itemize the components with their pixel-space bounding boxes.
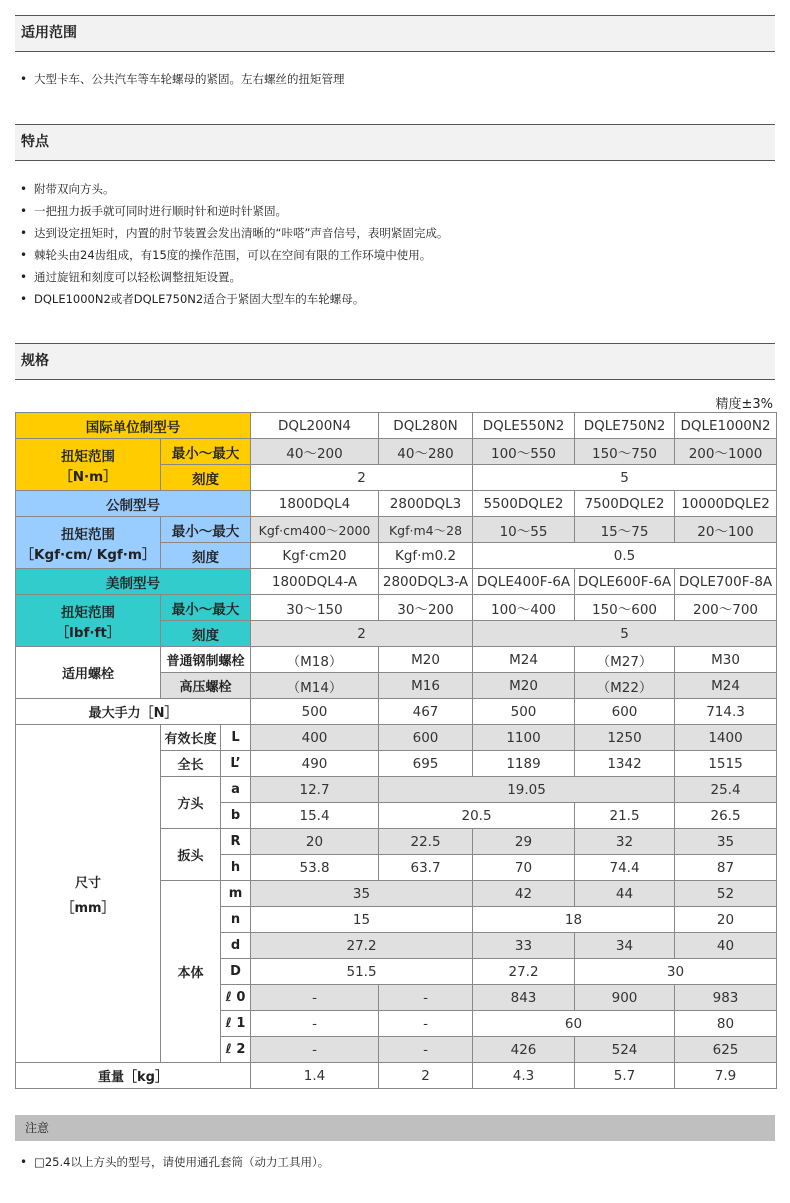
table-cell: 200～700 [675, 595, 777, 621]
max-force-header: 最大手力［N］ [16, 699, 251, 725]
features-list [20, 178, 448, 310]
table-cell: 10～55 [473, 517, 575, 543]
table-cell: 600 [575, 699, 675, 725]
si-model-header: 国际单位制型号 [16, 413, 251, 439]
table-row [16, 517, 777, 543]
table-cell: - [251, 985, 379, 1011]
table-row [16, 647, 777, 673]
head-header: 扳头 [161, 829, 221, 881]
table-cell: 29 [473, 829, 575, 855]
body-header: 本体 [161, 881, 221, 1063]
list-item: • 附带双向方头。 [20, 178, 448, 200]
table-cell: 15 [251, 907, 473, 933]
table-cell: DQL200N4 [251, 413, 379, 439]
table-cell: 1342 [575, 751, 675, 777]
table-cell: 34 [575, 933, 675, 959]
table-cell: - [379, 1011, 473, 1037]
table-cell: 63.7 [379, 855, 473, 881]
table-cell: 44 [575, 881, 675, 907]
table-cell: 35 [251, 881, 473, 907]
table-cell: 524 [575, 1037, 675, 1063]
table-cell: 35 [675, 829, 777, 855]
scale-header: 刻度 [161, 621, 251, 647]
table-cell: 625 [675, 1037, 777, 1063]
table-cell: M20 [473, 673, 575, 699]
table-row [16, 439, 777, 465]
table-cell: 42 [473, 881, 575, 907]
table-row [16, 569, 777, 595]
header-unit: ［N·m］ [59, 468, 117, 485]
section-header-features: 特点 [15, 124, 775, 161]
table-cell: 843 [473, 985, 575, 1011]
table-cell: 426 [473, 1037, 575, 1063]
symbol-n: n [221, 907, 251, 933]
section-header-spec: 规格 [15, 343, 775, 380]
table-cell: （M14） [251, 673, 379, 699]
table-cell: DQLE600F-6A [575, 569, 675, 595]
table-cell: 40～200 [251, 439, 379, 465]
table-cell: 20～100 [675, 517, 777, 543]
note-list [20, 1151, 329, 1173]
table-cell: 5 [473, 621, 777, 647]
table-cell: 150～600 [575, 595, 675, 621]
list-item: • DQLE1000N2或者DQLE750N2适合于紧固大型车的车轮螺母。 [20, 288, 448, 310]
header-unit: ［Kgf·cm/ Kgf·m］ [20, 546, 156, 563]
torque-lbf-header [16, 595, 161, 647]
table-cell: 5 [473, 465, 777, 491]
symbol-Lp: L’ [221, 751, 251, 777]
table-cell: 26.5 [675, 803, 777, 829]
table-cell: 2 [251, 465, 473, 491]
table-row [16, 699, 777, 725]
table-cell: 200～1000 [675, 439, 777, 465]
table-cell: 500 [473, 699, 575, 725]
table-cell: 30 [575, 959, 777, 985]
weight-header: 重量［kg］ [16, 1063, 251, 1089]
table-cell: 21.5 [575, 803, 675, 829]
table-cell: 53.8 [251, 855, 379, 881]
table-cell: 19.05 [379, 777, 675, 803]
table-cell: 2 [251, 621, 473, 647]
table-cell: 400 [251, 725, 379, 751]
table-row [16, 1063, 777, 1089]
list-item: • 达到设定扭矩时，内置的肘节装置会发出清晰的“咔嗒”声音信号，表明紧固完成。 [20, 222, 448, 244]
table-cell: 27.2 [473, 959, 575, 985]
header-unit: ［lbf·ft］ [55, 624, 121, 641]
table-cell: M16 [379, 673, 473, 699]
dimension-header [16, 725, 161, 1063]
table-cell: 80 [675, 1011, 777, 1037]
table-cell: 1250 [575, 725, 675, 751]
table-cell: - [251, 1037, 379, 1063]
symbol-l0: ℓ 0 [221, 985, 251, 1011]
table-cell: 100～400 [473, 595, 575, 621]
table-cell: 490 [251, 751, 379, 777]
table-cell: Kgf·m0.2 [379, 543, 473, 569]
table-cell: 4.3 [473, 1063, 575, 1089]
table-cell: 15.4 [251, 803, 379, 829]
table-cell: 1100 [473, 725, 575, 751]
minmax-header: 最小～最大 [161, 439, 251, 465]
table-cell: 25.4 [675, 777, 777, 803]
table-row [16, 413, 777, 439]
list-item: • 通过旋钮和刻度可以轻松调整扭矩设置。 [20, 266, 448, 288]
table-cell: M20 [379, 647, 473, 673]
table-cell: 33 [473, 933, 575, 959]
header-line: 扭矩范围 [61, 604, 115, 621]
minmax-header: 最小～最大 [161, 595, 251, 621]
minmax-header: 最小～最大 [161, 517, 251, 543]
note-header: 注意 [15, 1115, 775, 1141]
table-cell: DQLE550N2 [473, 413, 575, 439]
table-cell: 22.5 [379, 829, 473, 855]
table-cell: DQL280N [379, 413, 473, 439]
table-cell: 714.3 [675, 699, 777, 725]
table-cell: Kgf·m4～28 [379, 517, 473, 543]
table-cell: 20.5 [379, 803, 575, 829]
header-unit: ［mm］ [61, 900, 115, 916]
table-cell: 40 [675, 933, 777, 959]
list-item: • □25.4以上方头的型号，请使用通孔套筒（动力工具用）。 [20, 1151, 329, 1173]
table-cell: 40～280 [379, 439, 473, 465]
table-cell: 30～150 [251, 595, 379, 621]
table-cell: （M22） [575, 673, 675, 699]
full-len-header: 全长 [161, 751, 221, 777]
table-row [16, 725, 777, 751]
table-cell: 20 [675, 907, 777, 933]
section-header-scope: 适用范围 [15, 15, 775, 52]
symbol-L: L [221, 725, 251, 751]
table-cell: 695 [379, 751, 473, 777]
square-header: 方头 [161, 777, 221, 829]
table-cell: 900 [575, 985, 675, 1011]
symbol-d: d [221, 933, 251, 959]
symbol-a: a [221, 777, 251, 803]
table-cell: Kgf·cm400～2000 [251, 517, 379, 543]
table-cell: 1515 [675, 751, 777, 777]
table-cell: - [379, 985, 473, 1011]
table-cell: 74.4 [575, 855, 675, 881]
scale-header: 刻度 [161, 543, 251, 569]
eff-len-header: 有效长度 [161, 725, 221, 751]
table-cell: 467 [379, 699, 473, 725]
table-row [16, 595, 777, 621]
table-cell: 7.9 [675, 1063, 777, 1089]
symbol-R: R [221, 829, 251, 855]
table-cell: 1189 [473, 751, 575, 777]
list-item: • 棘轮头由24齿组成，有15度的操作范围，可以在空间有限的工作环境中使用。 [20, 244, 448, 266]
table-cell: 0.5 [473, 543, 777, 569]
table-cell: 51.5 [251, 959, 473, 985]
table-cell: 87 [675, 855, 777, 881]
table-cell: M24 [473, 647, 575, 673]
table-cell: 1400 [675, 725, 777, 751]
table-cell: （M27） [575, 647, 675, 673]
list-item: • 一把扭力扳手就可同时进行顺时针和逆时针紧固。 [20, 200, 448, 222]
table-cell: 100～550 [473, 439, 575, 465]
table-cell: 10000DQLE2 [675, 491, 777, 517]
symbol-l2: ℓ 2 [221, 1037, 251, 1063]
table-cell: 2 [379, 1063, 473, 1089]
table-cell: 2800DQL3 [379, 491, 473, 517]
symbol-m: m [221, 881, 251, 907]
table-cell: 60 [473, 1011, 675, 1037]
table-cell: 27.2 [251, 933, 473, 959]
scope-list [20, 68, 345, 90]
table-cell: M30 [675, 647, 777, 673]
table-cell: 12.7 [251, 777, 379, 803]
symbol-D: D [221, 959, 251, 985]
table-cell: 32 [575, 829, 675, 855]
table-cell: 2800DQL3-A [379, 569, 473, 595]
header-line: 尺寸 [74, 875, 101, 891]
table-cell: 1800DQL4-A [251, 569, 379, 595]
table-cell: DQLE700F-8A [675, 569, 777, 595]
list-item: • 大型卡车、公共汽车等车轮螺母的紧固。左右螺丝的扭矩管理 [20, 68, 345, 90]
table-cell: 983 [675, 985, 777, 1011]
table-cell: 20 [251, 829, 379, 855]
precision-note: 精度±3% [715, 397, 773, 412]
torque-nm-header [16, 439, 161, 491]
bolt-normal-header: 普通钢制螺栓 [161, 647, 251, 673]
table-cell: 1800DQL4 [251, 491, 379, 517]
table-cell: Kgf·cm20 [251, 543, 379, 569]
bolt-high-header: 高压螺栓 [161, 673, 251, 699]
symbol-l1: ℓ 1 [221, 1011, 251, 1037]
table-row [16, 491, 777, 517]
table-cell: 15～75 [575, 517, 675, 543]
scale-header: 刻度 [161, 465, 251, 491]
header-line: 扭矩范围 [61, 448, 115, 465]
bolt-header: 适用螺栓 [16, 647, 161, 699]
table-cell: 30～200 [379, 595, 473, 621]
header-line: 扭矩范围 [61, 526, 115, 543]
torque-kgf-header [16, 517, 161, 569]
table-cell: 5.7 [575, 1063, 675, 1089]
table-cell: 1.4 [251, 1063, 379, 1089]
us-model-header: 美制型号 [16, 569, 251, 595]
table-cell: 70 [473, 855, 575, 881]
table-cell: 5500DQLE2 [473, 491, 575, 517]
symbol-h: h [221, 855, 251, 881]
table-cell: - [251, 1011, 379, 1037]
table-cell: 18 [473, 907, 675, 933]
table-cell: M24 [675, 673, 777, 699]
symbol-b: b [221, 803, 251, 829]
metric-model-header: 公制型号 [16, 491, 251, 517]
table-cell: - [379, 1037, 473, 1063]
table-cell: 500 [251, 699, 379, 725]
table-cell: 7500DQLE2 [575, 491, 675, 517]
table-cell: 600 [379, 725, 473, 751]
table-cell: （M18） [251, 647, 379, 673]
spec-table [15, 412, 777, 1089]
table-cell: 52 [675, 881, 777, 907]
table-cell: DQLE400F-6A [473, 569, 575, 595]
table-cell: DQLE1000N2 [675, 413, 777, 439]
table-cell: 150～750 [575, 439, 675, 465]
table-cell: DQLE750N2 [575, 413, 675, 439]
